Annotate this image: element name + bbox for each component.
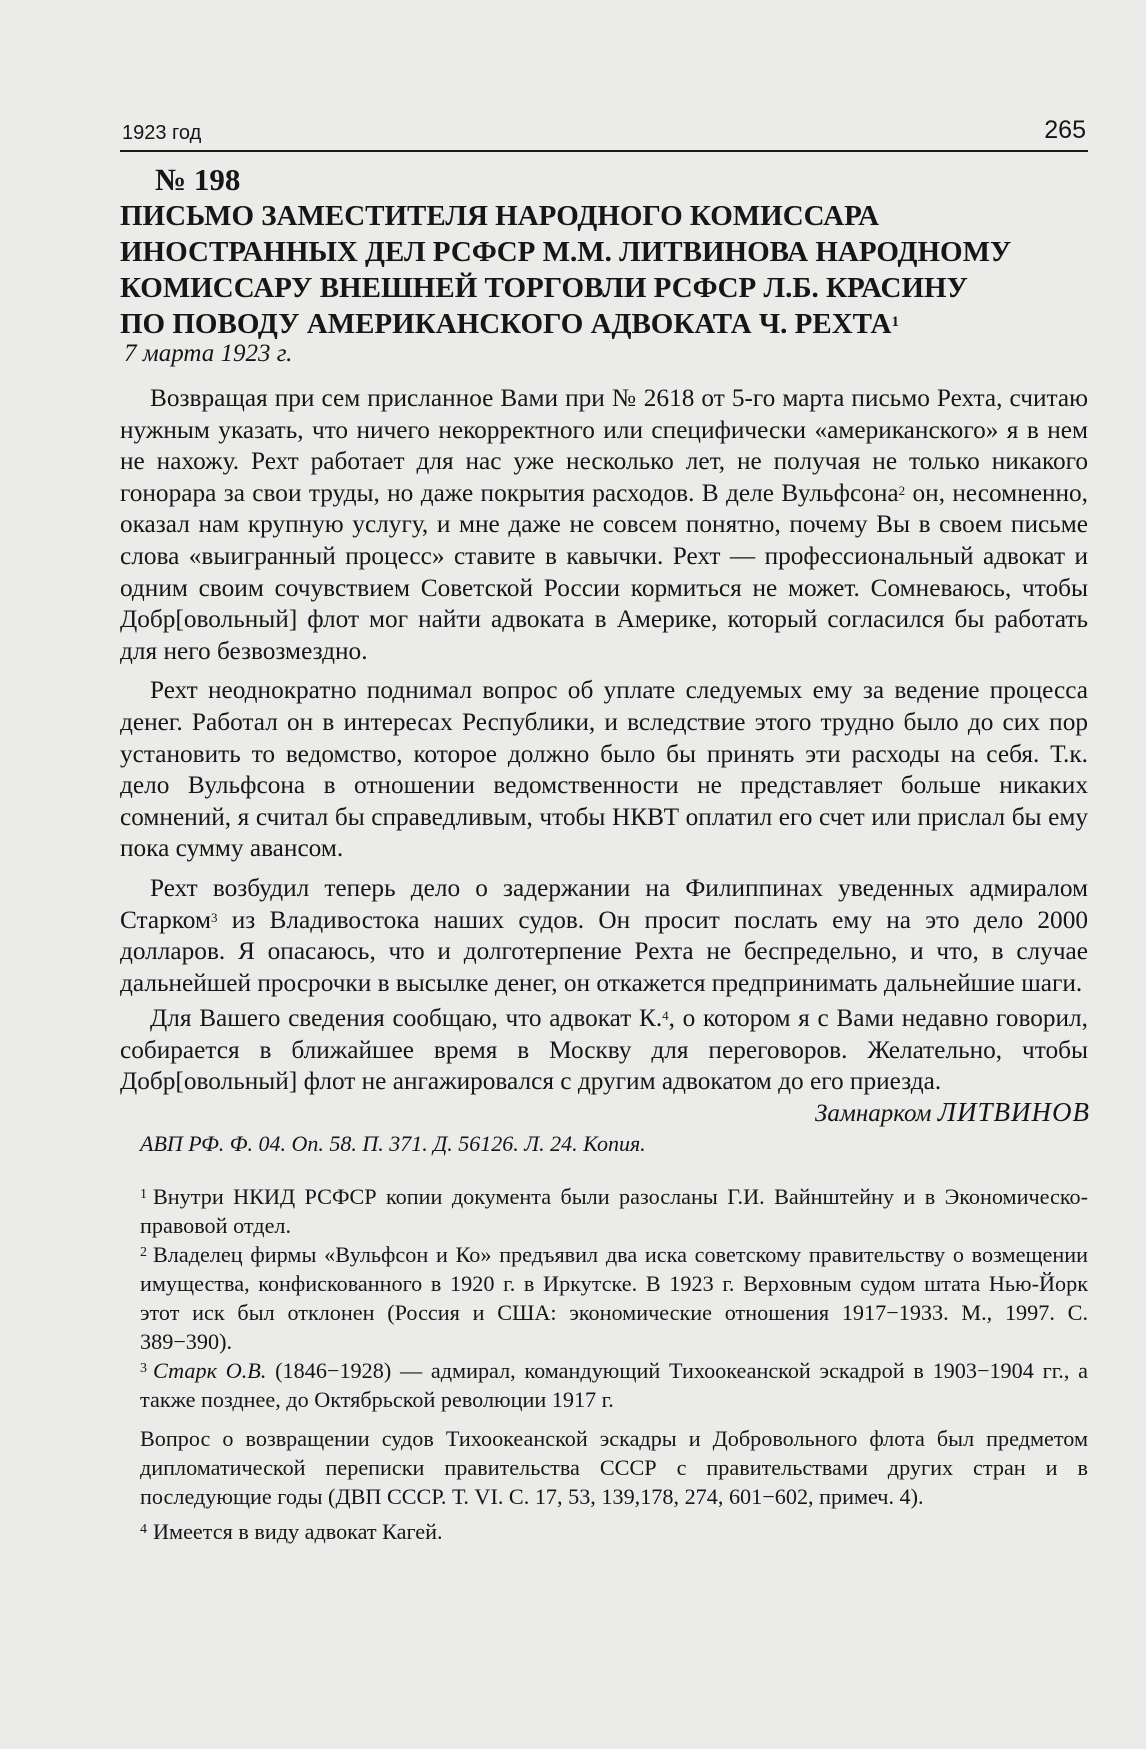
running-head: 1923 год xyxy=(122,122,202,144)
document-date: 7 марта 1923 г. xyxy=(124,340,293,367)
signature-name: ЛИТВИНОВ xyxy=(937,1097,1090,1127)
title-line: КОМИССАРУ ВНЕШНЕЙ ТОРГОВЛИ РСФСР Л.Б. КРАСИНУ xyxy=(120,272,968,304)
footnote-reference: 3 xyxy=(210,909,218,925)
footnote-mark: 2 xyxy=(140,1245,147,1260)
footnote-reference: 1 xyxy=(891,314,900,330)
paragraph: Возвращая при сем присланное Вами при № 2618 от 5-го марта письмо Рехта, считаю нужным указать, что ничего некорректного или специфически «американского» я в нем не нахожу. Рехт работает для нас уже несколько лет, не получая не только никакого гонорара за свои труды, но даже покрытия расходов. В деле Вульфсона$^2$ он, несомненно, оказал нам крупную услугу, и мне даже не совсем понятно, почему Вы в своем письме слова «выигранный процесс» ставите в кавычки. Рехт — профессиональный адвокат и одним своим сочувствием Советской России кормиться не может. Сомневаюсь, чтобы Добр[овольный] флот мог найти адвоката в Америке, который согласился бы работать для него безвозмездно. xyxy=(120,384,1089,665)
footnote-person-name: Старк О.В. xyxy=(153,1358,267,1383)
paragraph: Рехт возбудил теперь дело о задержании на Филиппинах уведенных адмиралом Старком$^3$ из Владивостока наших судов. Он просит послать ему на это дело 2000 долларов. Я опасаюсь, что и долготерпение Рехта не беспредельно, и что, в случае дальнейшей просрочки в высылке денег, он откажется предпринимать дальнейшие шаги. xyxy=(120,873,1088,997)
footnote-reference: 4 xyxy=(662,1008,669,1024)
signature-position: Замнарком xyxy=(814,1100,932,1127)
footnote-note: Вопрос о возвращении судов Тихоокеанской эскадры и Добровольного флота был предметом дипломатической переписки правительства СССР с правительствами других стран и в последующие годы (ДВП СССР. Т. VI. С. 17, 53, 139,178, 274, 601−602, примеч. 4). xyxy=(140,1426,1088,1509)
letter-body xyxy=(120,383,1088,1106)
page-header xyxy=(120,112,1088,152)
paragraph: Для Вашего сведения сообщаю, что адвокат К.$^4$, о котором я с Вами недавно говорил, собирается в ближайшее время в Москву для переговоров. Желательно, чтобы Добр[овольный] флот не ангажировался с другим адвокатом до его приезда. xyxy=(120,1004,1088,1096)
footnote-mark: 1 xyxy=(140,1187,147,1202)
footnote: $^1$ Внутри НКИД РСФСР копии документа были разосланы Г.И. Вайнштейну и в Экономическо-правовой отдел. xyxy=(140,1184,1088,1238)
signature xyxy=(815,1097,1090,1128)
title-line: ПИСЬМО ЗАМЕСТИТЕЛЯ НАРОДНОГО КОМИССАРА xyxy=(120,200,880,232)
footnote-mark: 4 xyxy=(140,1522,147,1537)
footnote-mark: 3 xyxy=(140,1361,147,1376)
document-number: № 198 xyxy=(155,162,241,197)
title-line: ИНОСТРАННЫХ ДЕЛ РСФСР М.М. ЛИТВИНОВА НАРОДНОМУ xyxy=(120,236,1012,268)
title-line-last xyxy=(120,306,1090,342)
footnote: $^4$ Имеется в виду адвокат Кагей. xyxy=(140,1519,443,1544)
page-number: 265 xyxy=(1044,116,1086,144)
footnote: $^3$ Старк О.В. (1846−1928) — адмирал, командующий Тихоокеанской эскадрой в 1903−1904 гг., а также позднее, до Октябрьской революции 1917 г. xyxy=(140,1358,1088,1412)
archive-source: АВП РФ. Ф. 04. Оп. 58. П. 371. Д. 56126. Л. 24. Копия. xyxy=(140,1131,646,1156)
document-title xyxy=(120,198,1090,342)
footnote: $^2$ Владелец фирмы «Вульфсон и Ко» предъявил два иска советскому правительству о возмещении имущества, конфискованного в 1920 г. в Иркутске. В 1923 г. Верховным судом штата Нью-Йорк этот иск был отклонен (Россия и США: экономические отношения 1917−1933. М., 1997. С. 389−390). xyxy=(140,1242,1088,1354)
footnote-reference: 2 xyxy=(898,482,906,498)
paragraph: Рехт неоднократно поднимал вопрос об уплате следуемых ему за ведение процесса денег. Работал он в интересах Республики, и вследствие этого трудно было до сих пор установить то ведомство, которое должно было бы принять эти расходы на себя. Т.к. дело Вульфсона в отношении ведомственности не представляет больше никаких сомнений, я считал бы справедливым, чтобы НКВТ оплатил его счет или прислал бы ему пока сумму авансом. xyxy=(120,676,1088,863)
title-line-text: ПО ПОВОДУ АМЕРИКАНСКОГО АДВОКАТА Ч. РЕХТА xyxy=(120,308,892,340)
footnotes xyxy=(140,1182,1088,1546)
